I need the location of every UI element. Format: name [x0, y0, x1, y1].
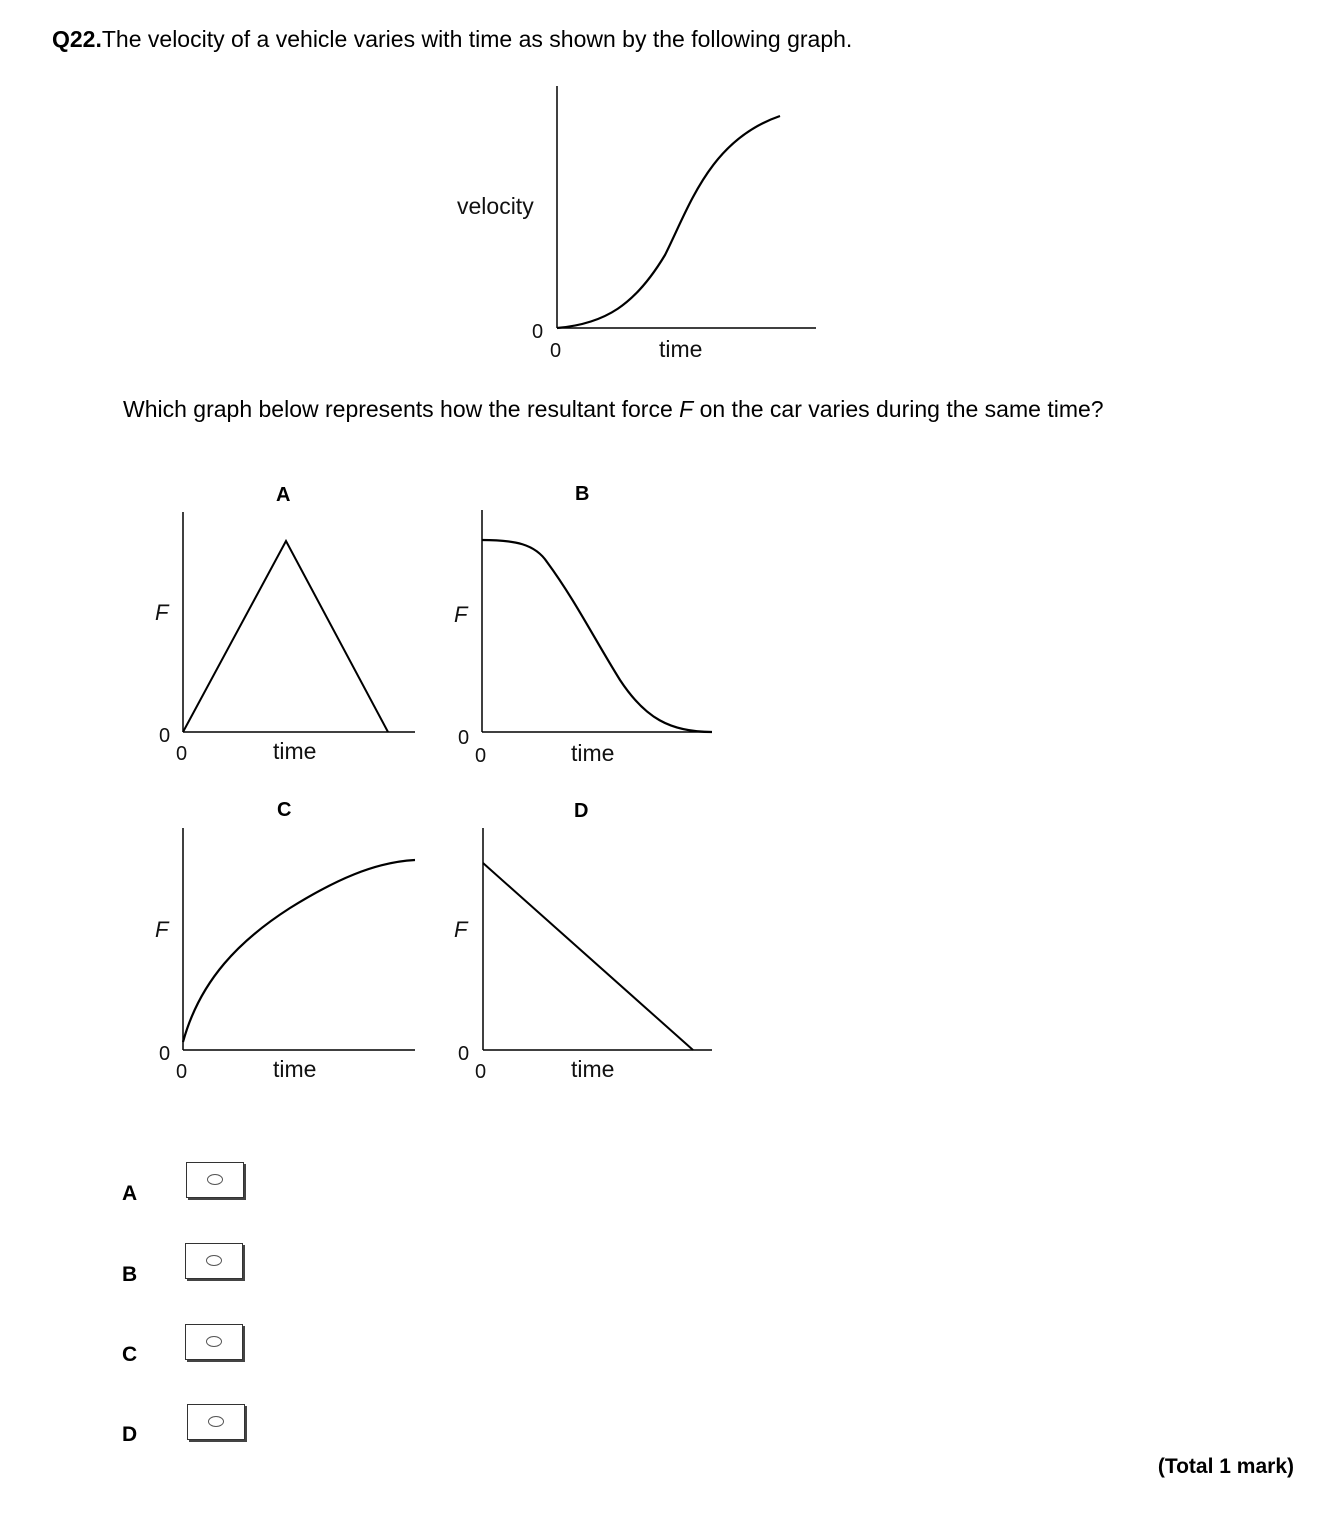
graph-b-letter: B: [575, 483, 590, 505]
option-d-checkbox[interactable]: [187, 1404, 245, 1440]
graph-c-curve: [183, 860, 415, 1042]
option-d-letter: D: [122, 1423, 138, 1446]
graph-c-origin-x: 0: [176, 1061, 188, 1083]
total-marks: (Total 1 mark): [1157, 1455, 1294, 1478]
option-d-bubble: [208, 1416, 224, 1427]
prompt-symbol: F: [679, 396, 694, 422]
option-c-bubble: [206, 1336, 222, 1347]
prompt-before: Which graph below represents how the resultant force: [123, 396, 680, 422]
question-number: Q22.: [52, 26, 102, 52]
graph-c: [140, 820, 430, 1090]
graph-d-y-label: F: [454, 917, 468, 942]
option-b-letter: B: [122, 1263, 138, 1286]
option-b-bubble: [206, 1255, 222, 1266]
graph-b-curve: [482, 540, 712, 732]
option-a-checkbox[interactable]: [186, 1162, 244, 1198]
graph-c-y-label: F: [155, 917, 169, 942]
graph-b-origin-y: 0: [458, 727, 470, 749]
graph-b: [440, 500, 730, 780]
graph-a-y-label: F: [155, 600, 169, 625]
graph-a-letter: A: [276, 484, 291, 506]
graph-c-letter: C: [277, 799, 292, 821]
option-c-checkbox[interactable]: [185, 1324, 243, 1360]
graph-a-origin-x: 0: [176, 743, 188, 765]
graph-a-curve: [183, 541, 388, 732]
graph-b-x-label: time: [571, 740, 615, 766]
velocity-y-label: velocity: [457, 193, 534, 219]
graph-b-y-label: F: [454, 602, 468, 627]
option-a-letter: A: [122, 1182, 138, 1205]
prompt-text: [123, 396, 1104, 423]
option-a-bubble: [207, 1174, 223, 1185]
velocity-origin-x: 0: [550, 340, 562, 362]
velocity-x-label: time: [659, 336, 703, 362]
question-body: The velocity of a vehicle varies with time as shown by the following graph.: [101, 26, 853, 52]
graph-d-x-label: time: [571, 1056, 615, 1082]
graph-d-origin-y: 0: [458, 1043, 470, 1065]
graph-a: [140, 500, 430, 780]
option-c-letter: C: [122, 1343, 138, 1366]
graph-a-x-label: time: [273, 738, 317, 764]
graph-d-origin-x: 0: [475, 1061, 487, 1083]
graph-a-origin-y: 0: [159, 725, 171, 747]
option-b-checkbox[interactable]: [185, 1243, 243, 1279]
velocity-curve: [557, 116, 780, 328]
graph-b-origin-x: 0: [475, 745, 487, 767]
graph-c-x-label: time: [273, 1056, 317, 1082]
graph-c-origin-y: 0: [159, 1043, 171, 1065]
question-text: [52, 26, 852, 53]
velocity-time-graph: [440, 80, 830, 370]
graph-d-curve: [483, 863, 693, 1050]
prompt-after: on the car varies during the same time?: [693, 396, 1104, 422]
graph-d-letter: D: [574, 800, 589, 822]
velocity-origin-y: 0: [532, 321, 544, 343]
graph-d: [440, 820, 730, 1090]
